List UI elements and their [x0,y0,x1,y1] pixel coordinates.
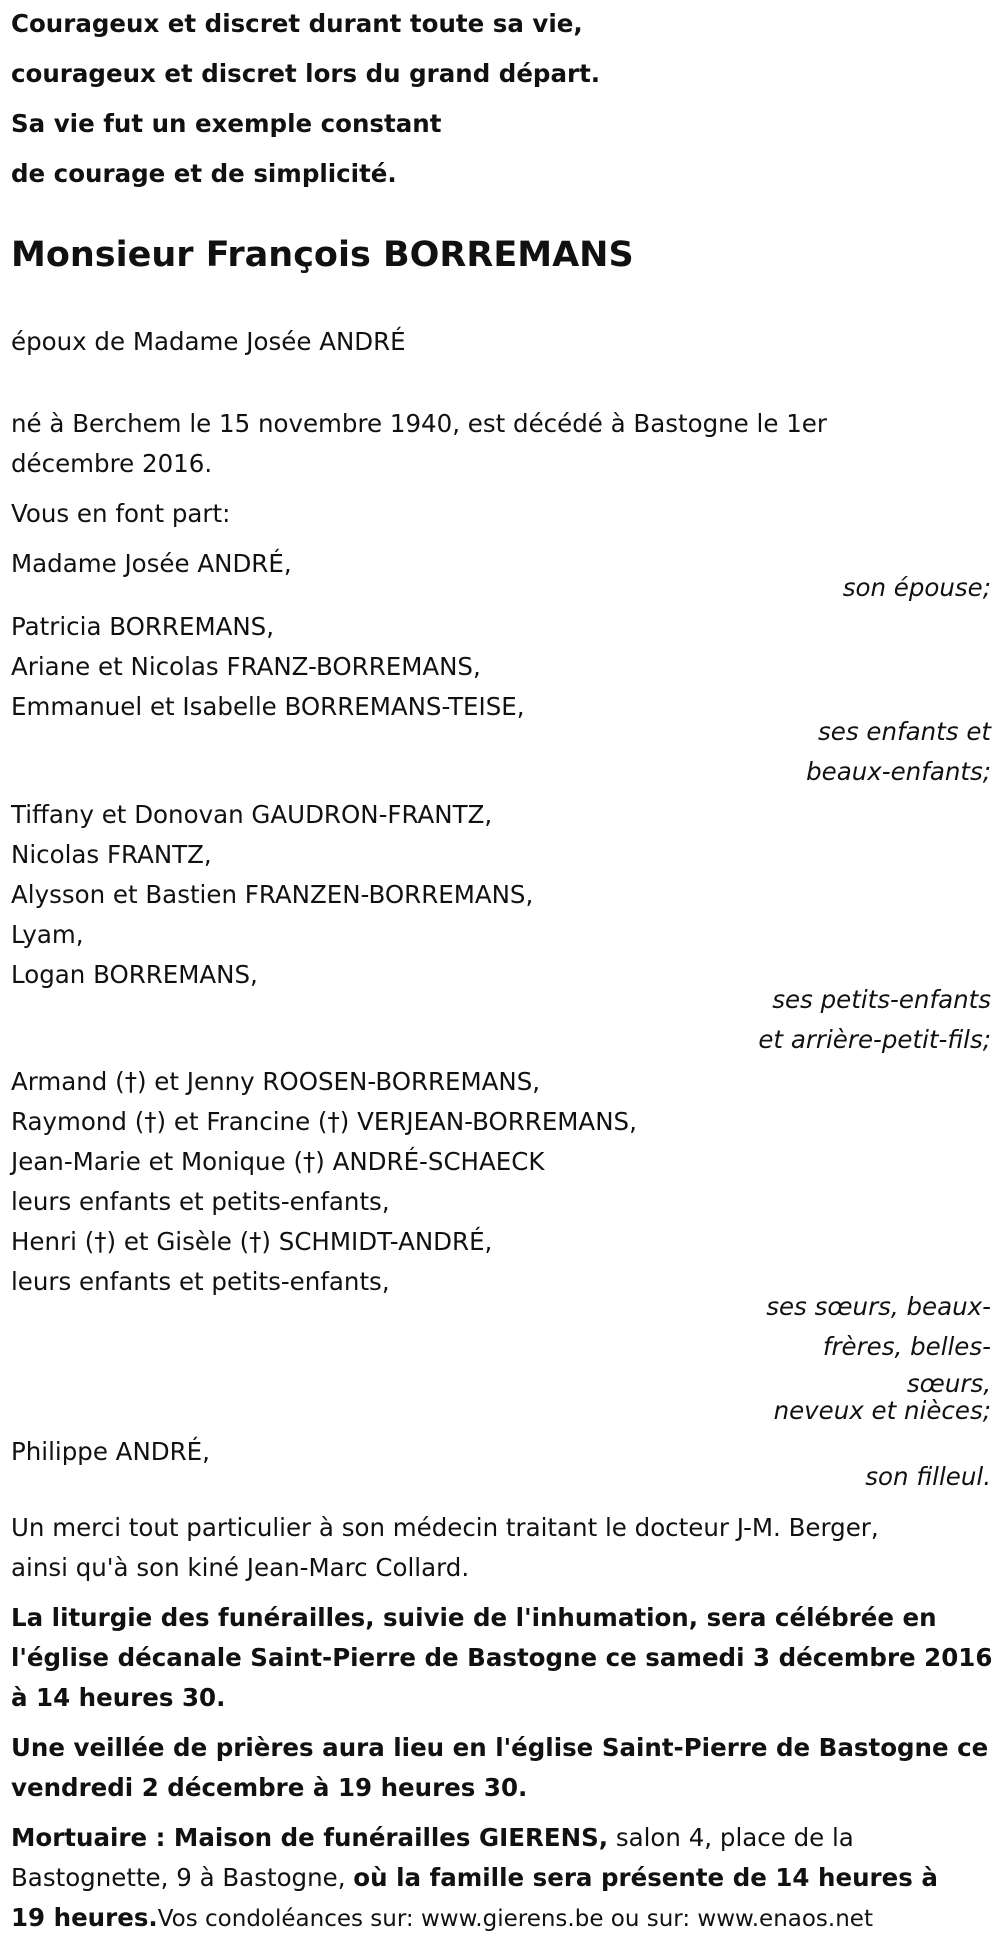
family-name: Emmanuel et Isabelle BORREMANS-TEISE, [11,692,525,721]
epigraph-line: courageux et discret lors du grand départ. [11,59,601,88]
family-name: Jean-Marie et Monique (†) ANDRÉ-SCHAECK [11,1147,545,1176]
family-name: Alysson et Bastien FRANZEN-BORREMANS, [11,880,534,909]
family-name: Raymond (†) et Francine (†) VERJEAN-BORREMANS, [11,1107,637,1136]
family-name: Armand (†) et Jenny ROOSEN-BORREMANS, [11,1067,541,1096]
birth-death-line: né à Berchem le 15 novembre 1940, est décédé à Bastogne le 1er [11,409,827,438]
thanks-line: Un merci tout particulier à son médecin traitant le docteur J-M. Berger, [11,1513,879,1542]
family-name: leurs enfants et petits-enfants, [11,1187,390,1216]
family-name: Philippe ANDRÉ, [11,1437,210,1466]
mortuary-address: salon 4, place de la [608,1823,854,1852]
family-relation: ses petits-enfants [772,985,991,1014]
family-relation: sœurs, [906,1369,991,1398]
family-relation: frères, belles- [822,1332,991,1361]
family-relation: ses enfants et [818,717,991,746]
family-relation: son filleul. [865,1462,991,1491]
family-relation: neveux et nièces; [773,1396,991,1425]
family-relation: beaux-enfants; [806,757,991,786]
condolences-info: Vos condoléances sur: www.gierens.be ou sur: www.enaos.net [157,1906,873,1932]
funeral-line: La liturgie des funérailles, suivie de l'inhumation, sera célébrée en [11,1603,937,1632]
family-name: Tiffany et Donovan GAUDRON-FRANTZ, [11,800,493,829]
deceased-name: Monsieur François BORREMANS [11,235,634,275]
family-name: Madame Josée ANDRÉ, [11,549,292,578]
family-name: Logan BORREMANS, [11,960,258,989]
family-name: leurs enfants et petits-enfants, [11,1267,390,1296]
presence-info: 19 heures. [11,1903,158,1932]
epigraph-line: Sa vie fut un exemple constant [11,109,442,138]
epigraph-line: Courageux et discret durant toute sa vie, [11,9,583,38]
family-name: Patricia BORREMANS, [11,612,275,641]
family-relation: ses sœurs, beaux- [766,1292,991,1321]
family-name: Lyam, [11,920,84,949]
thanks-line: ainsi qu'à son kiné Jean-Marc Collard. [11,1553,470,1582]
announcement-intro: Vous en font part: [11,499,231,528]
vigil-line: vendredi 2 décembre à 19 heures 30. [11,1773,528,1802]
funeral-line: l'église décanale Saint-Pierre de Bastogne ce samedi 3 décembre 2016 [11,1643,993,1672]
family-relation: son épouse; [842,573,991,602]
vigil-line: Une veillée de prières aura lieu en l'église Saint-Pierre de Bastogne ce [11,1733,989,1762]
mortuary-line [11,1898,873,1939]
mortuary-address: Bastognette, 9 à Bastogne, [11,1863,354,1892]
birth-death-line: décembre 2016. [11,449,213,478]
epigraph-line: de courage et de simplicité. [11,159,397,188]
family-relation: et arrière-petit-fils; [758,1025,991,1054]
family-name: Ariane et Nicolas FRANZ-BORREMANS, [11,652,481,681]
spouse-line: époux de Madame Josée ANDRÉ [11,327,406,356]
family-name: Nicolas FRANTZ, [11,840,212,869]
family-name: Henri (†) et Gisèle (†) SCHMIDT-ANDRÉ, [11,1227,493,1256]
mortuary-line [11,1858,938,1898]
presence-info: où la famille sera présente de 14 heures à [353,1863,938,1892]
mortuary-line [11,1818,854,1858]
funeral-line: à 14 heures 30. [11,1683,226,1712]
mortuary-label: Mortuaire : Maison de funérailles GIERENS, [11,1823,609,1852]
